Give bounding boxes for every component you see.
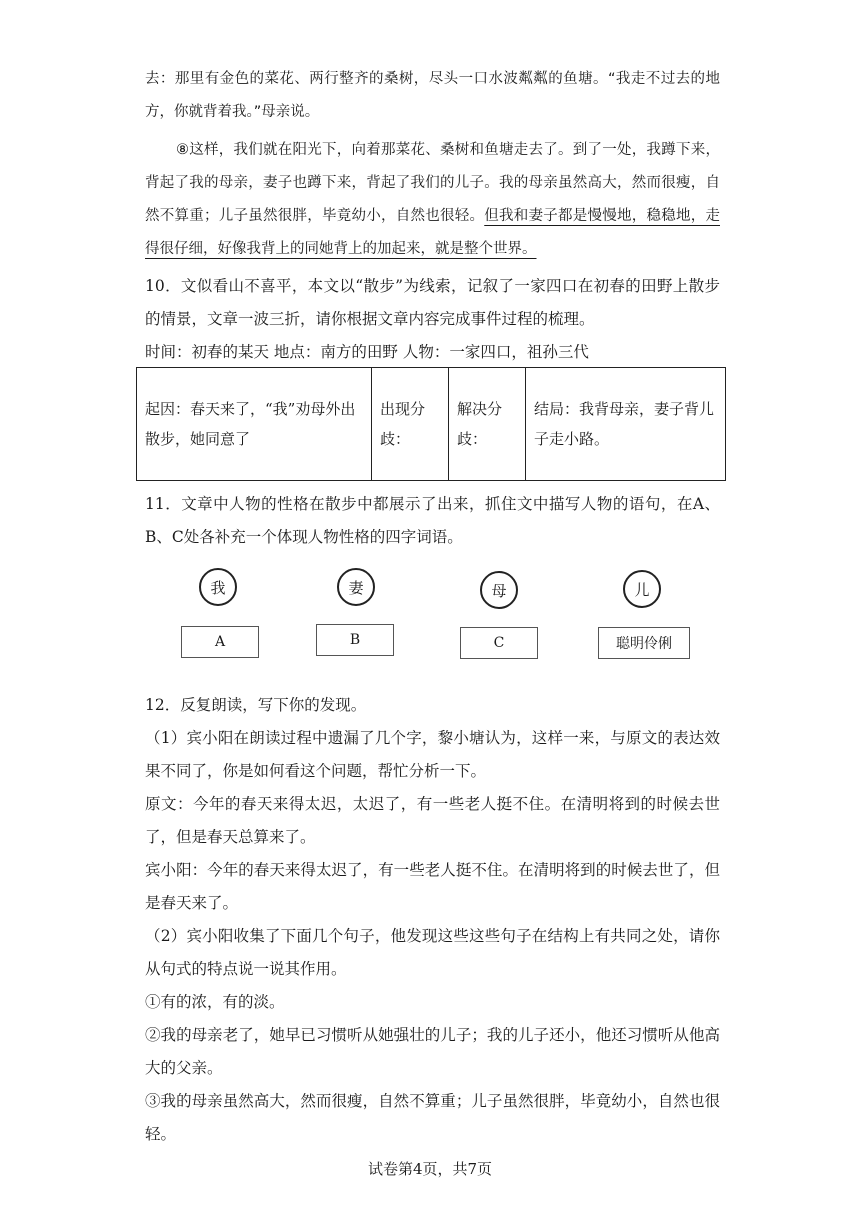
bin-sentence: 宾小阳：今年的春天来得太迟了，有一些老人挺不住。在清明将到的时候去世了，但是春天来了。 — [145, 861, 720, 912]
story-paragraph-8 — [145, 134, 720, 266]
trait-box-b[interactable]: B — [316, 624, 394, 656]
question-10: 10．文似看山不喜平，本文以“散步”为线索，记叙了一家四口在初春的田野上散步的情景，文章一波三折，请你根据文章内容完成事件过程的梳理。 — [145, 277, 720, 328]
question-12: 12．反复朗读，写下你的发现。 — [145, 696, 367, 714]
paragraph-8-text: ⑧这样，我们就在阳光下，向着那菜花、桑树和鱼塘走去了。到了一处，我蹲下来，背起了我的母亲，妻子也蹲下来，背起了我们的儿子。我的母亲虽然高大，然而很瘦，自然不算重；儿子虽然很胖，毕竟幼小，自然也很轻。 — [145, 142, 720, 224]
person-node-mother: 母 — [480, 571, 518, 609]
question-11: 11．文章中人物的性格在散步中都展示了出来，抓住文中描写人物的语句，在A、B、C处各补充一个体现人物性格的四字词语。 — [145, 495, 720, 546]
original-sentence: 原文：今年的春天来得太迟，太迟了，有一些老人挺不住。在清明将到的时候去世了，但是春天总算来了。 — [145, 795, 720, 846]
example-sentence-1: ①有的浓，有的淡。 — [145, 993, 285, 1011]
example-sentence-3: ③我的母亲虽然高大，然而很瘦，自然不算重；儿子虽然很胖，毕竟幼小，自然也很轻。 — [145, 1092, 720, 1143]
question-12-part-2: （2）宾小阳收集了下面几个句子，他发现这些这些句子在结构上有共同之处，请你从句式的特点说一说其作用。 — [145, 927, 720, 978]
cell-divergence[interactable]: 出现分歧： — [372, 368, 449, 481]
event-flow-table — [136, 367, 726, 481]
cell-ending: 结局：我背母亲，妻子背儿子走小路。 — [526, 368, 726, 481]
trait-box-a[interactable]: A — [181, 626, 259, 658]
question-12-part-1: （1）宾小阳在朗读过程中遗漏了几个字，黎小塘认为，这样一来，与原文的表达效果不同了，你是如何看这个问题，帮忙分析一下。 — [145, 729, 720, 780]
trait-box-son: 聪明伶俐 — [598, 627, 690, 659]
question-10-info: 时间：初春的某天 地点：南方的田野 人物：一家四口，祖孙三代 — [145, 343, 589, 361]
person-node-me: 我 — [199, 568, 237, 606]
story-paragraph-7-end: 去：那里有金色的菜花、两行整齐的桑树，尽头一口水波粼粼的鱼塘。“我走不过去的地方，你就背着我。”母亲说。 — [145, 71, 720, 120]
cell-cause: 起因：春天来了，“我”劝母外出散步，她同意了 — [137, 368, 372, 481]
example-sentence-2: ②我的母亲老了，她早已习惯听从她强壮的儿子；我的儿子还小，他还习惯听从他高大的父亲。 — [145, 1026, 720, 1077]
person-node-wife: 妻 — [337, 568, 375, 606]
trait-box-c[interactable]: C — [460, 627, 538, 659]
underlined-sentence: 但我和妻子都是慢慢地，稳稳地，走得很仔细，好像我背上的同她背上的加起来，就是整个世界。 — [145, 208, 720, 257]
cell-resolve[interactable]: 解决分歧： — [449, 368, 526, 481]
page-footer: 试卷第4页，共7页 — [367, 1160, 493, 1178]
person-node-son: 儿 — [623, 570, 661, 608]
